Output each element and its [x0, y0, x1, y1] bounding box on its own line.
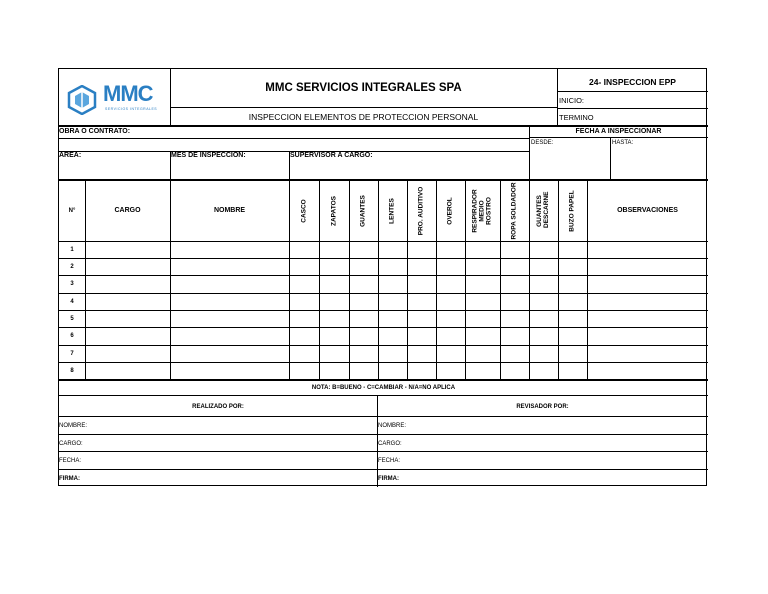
revisador-cargo-label: CARGO:: [378, 441, 402, 447]
col-header-nombre: NOMBRE: [213, 207, 246, 214]
col-border: [436, 180, 437, 380]
mes-label: MES DE INSPECCION:: [171, 152, 246, 159]
header-line: [557, 108, 708, 109]
row-line: [59, 362, 708, 363]
col-header-cargo: CARGO: [114, 207, 141, 214]
revisador-label: REVISADOR POR:: [516, 404, 569, 410]
header-line: [557, 91, 708, 92]
revisador-nombre-label: NOMBRE:: [378, 423, 407, 429]
company-title: MMC SERVICIOS INTEGRALES SPA: [265, 82, 462, 94]
nota-bottom-border: [59, 395, 708, 396]
col-header-ropa-soldador: ROPA SOLDADOR: [510, 182, 518, 240]
table-row-number: 1: [70, 247, 74, 253]
realizado-nombre-label: NOMBRE:: [59, 423, 88, 429]
logo-text: MMC: [103, 81, 153, 106]
col-header-guantes-descarne: GUANTES DESCARNE: [536, 191, 550, 228]
col-header-casco: CASCO: [300, 199, 308, 223]
col-border: [465, 180, 466, 380]
col-border: [319, 180, 320, 380]
desde-label: DESDE:: [531, 140, 554, 146]
realizado-firma-label: FIRMA:: [59, 476, 80, 482]
table-row-number: 6: [70, 333, 74, 339]
inicio-label: INICIO:: [559, 96, 585, 105]
table-row-number: 5: [70, 316, 74, 322]
nota-text: NOTA: B=BUENO - C=CAMBIAR - N/A=NO APLICA: [311, 385, 456, 391]
area-label: AREA:: [59, 152, 82, 159]
col-header-n: N°: [68, 208, 76, 214]
col-border: [558, 180, 559, 380]
footer-line: [59, 469, 708, 470]
section-border: [59, 125, 708, 127]
obra-label: OBRA O CONTRATO:: [59, 128, 131, 135]
supervisor-label: SUPERVISOR A CARGO:: [290, 152, 373, 159]
col-header-overol: OVEROL: [446, 197, 454, 225]
realizado-fecha-label: FECHA:: [59, 458, 82, 464]
info-line: [529, 137, 708, 138]
header-line: [170, 107, 557, 108]
company-logo-icon: [67, 85, 97, 115]
fecha-inspeccionar-label: FECHA A INSPECCIONAR: [575, 128, 662, 135]
footer-line: [59, 434, 708, 435]
realizado-cargo-label: CARGO:: [59, 441, 83, 447]
table-row-number: 2: [70, 264, 74, 270]
col-border: [289, 180, 290, 380]
desde-hasta-divider: [610, 137, 611, 180]
table-row-number: 7: [70, 351, 74, 357]
row-line: [59, 345, 708, 346]
col-header-pro-auditivo: PRO. AUDITIVO: [417, 186, 425, 236]
col-header-buzo-papel: BUZO PAPEL: [568, 190, 576, 232]
col-border: [500, 180, 501, 380]
table-row-number: 4: [70, 299, 74, 305]
col-header-guantes: GUANTES: [359, 195, 367, 227]
col-border: [529, 180, 530, 380]
row-line: [59, 327, 708, 328]
row-line: [59, 258, 708, 259]
col-border: [349, 180, 350, 380]
col-header-respirador: RESPIRADOR MEDIO ROSTRO: [471, 189, 493, 233]
col-border: [407, 180, 408, 380]
revisador-firma-label: FIRMA:: [378, 476, 399, 482]
table-row-number: 8: [70, 368, 74, 374]
info-line: [59, 138, 529, 139]
revisador-fecha-label: FECHA:: [378, 458, 401, 464]
hasta-label: HASTA:: [612, 140, 634, 146]
nota-top-border: [59, 379, 708, 381]
footer-line: [59, 416, 708, 417]
row-line: [59, 275, 708, 276]
termino-label: TERMINO: [559, 113, 594, 122]
logo-subtext: SERVICIOS INTEGRALES: [105, 107, 158, 111]
col-border: [378, 180, 379, 380]
realizado-label: REALIZADO POR:: [192, 404, 244, 410]
row-line: [59, 293, 708, 294]
document-code: 24- INSPECCION EPP: [589, 77, 676, 87]
inspection-form: [58, 68, 707, 486]
footer-line: [59, 451, 708, 452]
table-row-number: 3: [70, 281, 74, 287]
col-header-observaciones: OBSERVACIONES: [617, 207, 678, 214]
row-line: [59, 310, 708, 311]
col-header-zapatos: ZAPATOS: [330, 196, 338, 226]
table-top-border: [59, 179, 708, 181]
form-subtitle: INSPECCION ELEMENTOS DE PROTECCION PERSONAL: [248, 112, 479, 122]
col-header-lentes: LENTES: [388, 198, 396, 224]
table-header-bottom: [59, 241, 708, 242]
